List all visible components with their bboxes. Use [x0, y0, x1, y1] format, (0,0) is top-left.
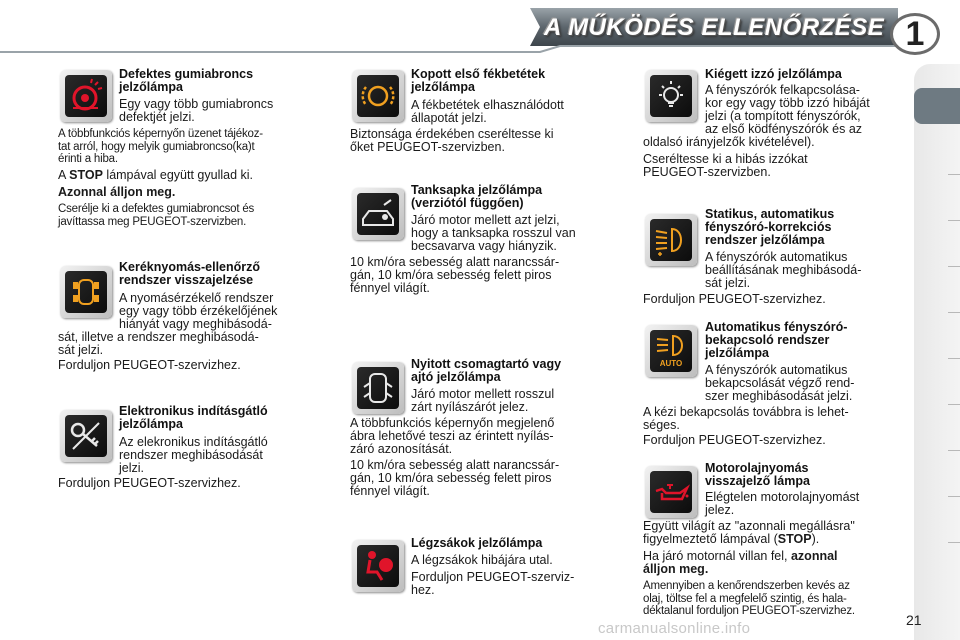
bulb-body-cont: oldalsó irányjelzők kivételével). — [643, 135, 815, 149]
tab-tick — [948, 404, 960, 405]
open-door-icon — [352, 362, 404, 414]
watermark: carmanualsonline.info — [598, 620, 751, 637]
oil-title: Motorolajnyomás visszajelző lámpa — [705, 461, 810, 488]
tab-tick — [948, 174, 960, 175]
leveling-service: Forduljon PEUGEOT-szervizhez. — [643, 292, 826, 306]
bulb-failure-icon — [645, 70, 697, 122]
pressure-service: Forduljon PEUGEOT-szervizhez. — [58, 358, 241, 372]
fuelcap-body: Járó motor mellett azt jelzi, hogy a tanksapka rosszul van becsavarva vagy hiányzik. — [411, 213, 576, 253]
immobiliser-service: Forduljon PEUGEOT-szervizhez. — [58, 476, 241, 490]
autolamp-manual: A kézi bekapcsolás továbbra is lehet- séges. — [643, 405, 849, 432]
autolamp-title: Automatikus fényszóró- bekapcsoló rendszer jelzőlámpa — [705, 320, 848, 360]
tyre-pressure-icon — [60, 266, 112, 318]
headlamp-leveling-icon — [645, 214, 697, 266]
tyre-body: Egy vagy több gumiabroncs defektjét jelzi. — [119, 97, 274, 124]
fuelcap-info: 10 km/óra sebesség alatt narancssár- gán, 10 km/óra sebesség felett piros fénnyel világít. — [350, 255, 560, 295]
oil-refill-info: Amennyiben a kenőrendszerben kevés az olaj, töltse fel a megfelelő szintig, és hala- déktalanul forduljon PEUGEOT-szervizhez. — [643, 580, 855, 617]
leveling-body: A fényszórók automatikus beállításának meghibásodá- sát jelzi. — [705, 250, 862, 290]
brakepads-info: Biztonsága érdekében cseréltesse ki őket PEUGEOT-szervizben. — [350, 127, 554, 154]
tyre-stop-text: A STOP lámpával együtt gyullad ki. — [58, 168, 254, 182]
page-number: 21 — [906, 612, 922, 628]
tyre-warning-icon — [60, 70, 112, 122]
pressure-title: Keréknyomás-ellenőrző rendszer visszajelzése — [119, 260, 261, 287]
auto-headlamp-icon — [645, 325, 697, 377]
oil-body: Elégtelen motorolajnyomást jelez. — [705, 490, 860, 517]
airbag-icon — [352, 540, 404, 592]
doors-speed-info: 10 km/óra sebesség alatt narancssár- gán, 10 km/óra sebesség felett piros fénnyel világít. — [350, 458, 560, 498]
fuel-cap-icon — [352, 188, 404, 240]
bulb-service: Cseréltesse ki a hibás izzókat PEUGEOT-szervizben. — [643, 152, 808, 179]
tab-tick — [948, 312, 960, 313]
tyre-title: Defektes gumiabroncs jelzőlámpa — [119, 67, 254, 94]
brake-pad-icon — [352, 70, 404, 122]
doors-info: A többfunkciós képernyőn megjelenő ábra lehetővé teszi az érintett nyílás- záró azonosítását. — [350, 416, 555, 456]
chapter-tab-bar — [914, 64, 960, 640]
oil-stop-now: Ha járó motornál villan fel, azonnal álljon meg. — [643, 549, 838, 576]
page-header — [0, 0, 960, 56]
autolamp-service: Forduljon PEUGEOT-szervizhez. — [643, 433, 826, 447]
fuelcap-title: Tanksapka jelzőlámpa (verziótól függően) — [411, 183, 543, 210]
immobiliser-key-icon — [60, 410, 112, 462]
tyre-stop-now: Azonnal álljon meg. — [58, 185, 176, 199]
immobiliser-body: Az elekronikus indításgátló rendszer meghibásodását jelzi. — [119, 435, 268, 475]
bulb-title: Kiégett izzó jelzőlámpa — [705, 67, 842, 81]
tab-tick — [948, 496, 960, 497]
page-title: A MŰKÖDÉS ELLENŐRZÉSE — [544, 14, 885, 41]
brakepads-body: A fékbetétek elhasználódott állapotát jelzi. — [411, 98, 564, 125]
chapter-tab-active[interactable] — [914, 88, 960, 124]
autolamp-body: A fényszórók automatikus bekapcsolását végző rend- szer meghibásodását jelzi. — [705, 363, 855, 403]
pressure-body-cont: sát, illetve a rendszer meghibásodá- sát jelzi. — [58, 330, 259, 357]
tab-tick — [948, 266, 960, 267]
brakepads-title: Kopott első fékbetétek jelzőlámpa — [411, 67, 546, 94]
auto-label: AUTO — [659, 359, 683, 368]
doors-title: Nyitott csomagtartó vagy ajtó jelzőlámpa — [411, 357, 562, 384]
tab-tick — [948, 450, 960, 451]
immobiliser-title: Elektronikus indításgátló jelzőlámpa — [119, 404, 268, 431]
airbag-body: A légzsákok hibájára utal. — [411, 553, 553, 567]
tab-tick — [948, 358, 960, 359]
bulb-body: A fényszórók felkapcsolása- kor egy vagy több izzó hibáját jelzi (a tompított fényszórók, az első ködfényszórók és az — [705, 83, 870, 136]
chapter-number: 1 — [890, 13, 940, 55]
oil-stop-info: Együtt világít az "azonnali megállásra" figyelmeztető lámpával (STOP). — [643, 519, 855, 546]
doors-body: Járó motor mellett rosszul zárt nyílászárót jelez. — [411, 387, 555, 414]
leveling-title: Statikus, automatikus fényszóró-korrekciós rendszer jelzőlámpa — [705, 207, 835, 247]
tyre-replace: Cserélje ki a defektes gumiabroncsot és javíttassa meg PEUGEOT-szervizben. — [58, 203, 255, 228]
airbag-service: Forduljon PEUGEOT-szerviz- hez. — [411, 570, 575, 597]
airbag-title: Légzsákok jelzőlámpa — [411, 536, 543, 550]
oil-pressure-icon — [645, 466, 697, 518]
tab-tick — [948, 542, 960, 543]
tyre-info: A többfunkciós képernyőn üzenet tájékoz- tat arról, hogy melyik gumiabroncso(ka)t érinti a hiba. — [58, 128, 263, 165]
pressure-body: A nyomásérzékelő rendszer egy vagy több érzékelőjének hiányát vagy meghibásodá- — [119, 291, 278, 331]
tab-tick — [948, 220, 960, 221]
